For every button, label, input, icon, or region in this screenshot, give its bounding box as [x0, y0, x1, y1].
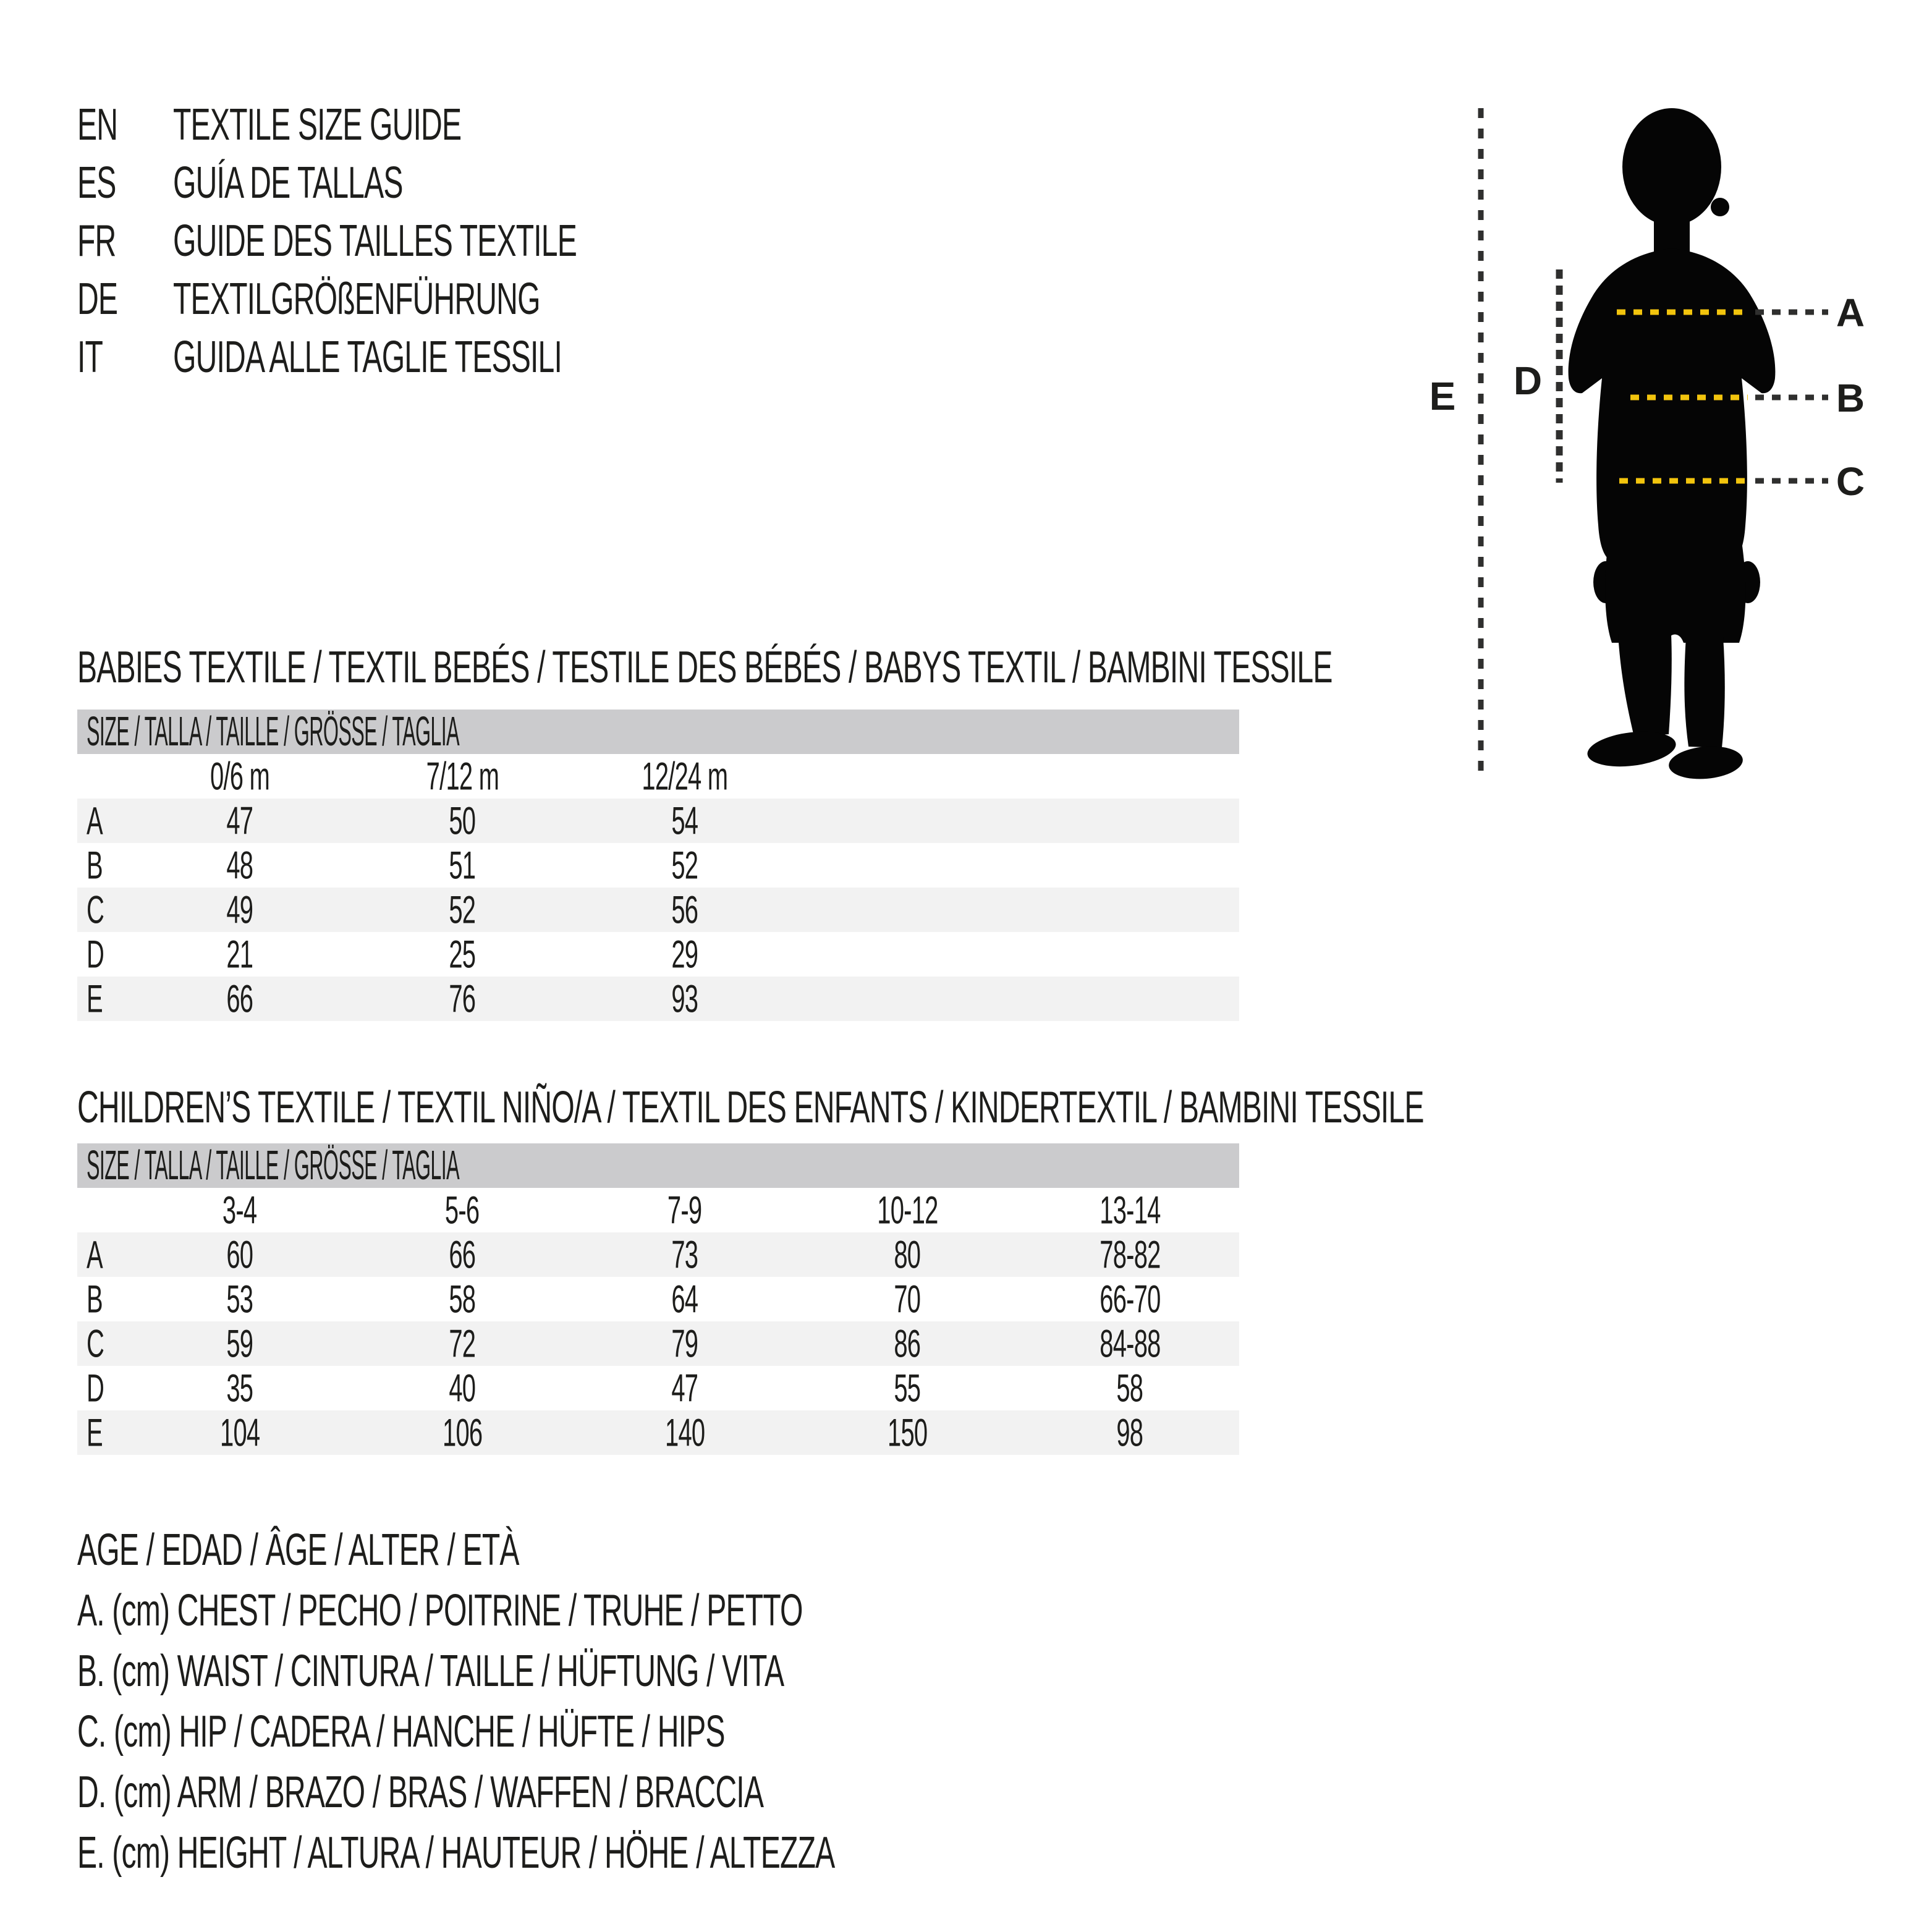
table-cell: 140 — [664, 1410, 705, 1455]
language-code: DE — [77, 273, 118, 323]
table-cell: 66-70 — [1099, 1277, 1161, 1321]
language-title: GUÍA DE TALLAS — [173, 156, 403, 207]
row-label: A — [87, 799, 103, 843]
children-row-A — [77, 1232, 1239, 1277]
children-section-title-text: CHILDREN’S TEXTILE / TEXTIL NIÑO/A / TEXTIL DES ENFANTS / KINDERTEXTIL / BAMBINI TESSILE — [77, 1081, 1424, 1132]
table-cell: 66 — [449, 1232, 476, 1277]
babies-section-title — [77, 641, 1536, 692]
table-cell: 55 — [894, 1366, 921, 1410]
language-title: GUIDE DES TAILLES TEXTILE — [173, 214, 577, 265]
row-label: C — [87, 888, 104, 932]
language-title: TEXTILGRÖßENFÜHRUNG — [173, 273, 540, 323]
children-row-E — [77, 1410, 1239, 1455]
table-cell: 78-82 — [1099, 1232, 1161, 1277]
table-cell: 106 — [442, 1410, 483, 1455]
legend-line-age: AGE / EDAD / ÂGE / ALTER / ETÀ — [77, 1523, 519, 1574]
table-cell: 40 — [449, 1366, 476, 1410]
language-code: EN — [77, 98, 118, 149]
table-cell: 72 — [449, 1321, 476, 1366]
table-cell: 56 — [671, 888, 698, 932]
row-label: E — [87, 1410, 103, 1455]
language-row-en — [77, 95, 642, 153]
row-label: A — [87, 1232, 103, 1277]
measurement-legend — [77, 1519, 958, 1882]
measure-label-E: E — [1429, 374, 1456, 418]
row-label: D — [87, 1366, 104, 1410]
table-cell: 29 — [671, 932, 698, 977]
table-cell: 58 — [1116, 1366, 1143, 1410]
children-section-title — [77, 1081, 1643, 1132]
table-cell: 70 — [894, 1277, 921, 1321]
table-cell: 48 — [226, 843, 253, 888]
size-header-text: SIZE / TALLA / TAILLE / GRÖSSE / TAGLIA — [87, 708, 459, 755]
column-header: 10-12 — [876, 1188, 938, 1232]
table-cell: 49 — [226, 888, 253, 932]
babies-section-title-text: BABIES TEXTILE / TEXTIL BEBÉS / TESTILE DES BÉBÉS / BABYS TEXTIL / BAMBINI TESSILE — [77, 641, 1332, 692]
legend-line-hip: C. (cm) HIP / CADERA / HANCHE / HÜFTE / HIPS — [77, 1705, 725, 1756]
legend-line-chest: A. (cm) CHEST / PECHO / POITRINE / TRUHE / PETTO — [77, 1584, 803, 1635]
table-cell: 58 — [449, 1277, 476, 1321]
language-row-es — [77, 153, 642, 211]
language-list — [77, 95, 642, 385]
babies-row-C — [77, 888, 1239, 932]
measure-label-D: D — [1513, 358, 1543, 403]
table-cell: 60 — [226, 1232, 253, 1277]
table-cell: 51 — [449, 843, 476, 888]
table-cell: 35 — [226, 1366, 253, 1410]
column-header: 5-6 — [445, 1188, 480, 1232]
column-header: 13-14 — [1099, 1188, 1161, 1232]
language-row-fr — [77, 211, 642, 269]
measure-label-C: C — [1836, 459, 1865, 504]
table-cell: 54 — [671, 799, 698, 843]
table-cell: 104 — [219, 1410, 260, 1455]
table-cell: 84-88 — [1099, 1321, 1161, 1366]
legend-line-height: E. (cm) HEIGHT / ALTURA / HAUTEUR / HÖHE / ALTEZZA — [77, 1826, 835, 1877]
table-cell: 25 — [449, 932, 476, 977]
legend-line-waist: B. (cm) WAIST / CINTURA / TAILLE / HÜFTUNG / VITA — [77, 1645, 784, 1695]
column-header: 12/24 m — [642, 754, 728, 799]
size-header-text: SIZE / TALLA / TAILLE / GRÖSSE / TAGLIA — [87, 1142, 459, 1189]
language-code: FR — [77, 214, 116, 265]
table-cell: 150 — [887, 1410, 928, 1455]
table-cell: 98 — [1116, 1410, 1143, 1455]
column-header: 7-9 — [667, 1188, 702, 1232]
table-cell: 79 — [671, 1321, 698, 1366]
language-title: TEXTILE SIZE GUIDE — [173, 98, 462, 149]
table-cell: 93 — [671, 977, 698, 1021]
measure-label-A: A — [1836, 290, 1865, 335]
row-label: E — [87, 977, 103, 1021]
table-cell: 59 — [226, 1321, 253, 1366]
babies-column-header-row — [77, 754, 1239, 799]
measurement-figure — [1391, 93, 1932, 810]
row-label: C — [87, 1321, 104, 1366]
children-size-header-bar — [77, 1143, 1239, 1188]
row-label: B — [87, 843, 103, 888]
table-cell: 21 — [226, 932, 253, 977]
children-column-header-row — [77, 1188, 1239, 1232]
babies-row-E — [77, 977, 1239, 1021]
table-cell: 76 — [449, 977, 476, 1021]
babies-row-A — [77, 799, 1239, 843]
table-cell: 80 — [894, 1232, 921, 1277]
language-row-de — [77, 269, 642, 327]
children-size-table — [77, 1143, 1239, 1455]
children-row-B — [77, 1277, 1239, 1321]
legend-line-arm: D. (cm) ARM / BRAZO / BRAS / WAFFEN / BRACCIA — [77, 1766, 764, 1816]
babies-row-B — [77, 843, 1239, 888]
measure-label-B: B — [1836, 376, 1865, 420]
table-cell: 64 — [671, 1277, 698, 1321]
table-cell: 52 — [449, 888, 476, 932]
table-cell: 53 — [226, 1277, 253, 1321]
language-code: IT — [77, 331, 103, 381]
babies-size-header-bar — [77, 710, 1239, 754]
column-header: 7/12 m — [426, 754, 499, 799]
table-cell: 66 — [226, 977, 253, 1021]
table-cell: 47 — [671, 1366, 698, 1410]
table-cell: 52 — [671, 843, 698, 888]
children-row-D — [77, 1366, 1239, 1410]
table-cell: 50 — [449, 799, 476, 843]
children-row-C — [77, 1321, 1239, 1366]
row-label: D — [87, 932, 104, 977]
column-header: 0/6 m — [210, 754, 270, 799]
column-header: 3-4 — [222, 1188, 257, 1232]
table-cell: 73 — [671, 1232, 698, 1277]
table-cell: 47 — [226, 799, 253, 843]
babies-row-D — [77, 932, 1239, 977]
language-row-it — [77, 327, 642, 385]
language-code: ES — [77, 156, 116, 207]
babies-size-table — [77, 710, 1239, 1021]
table-cell: 86 — [894, 1321, 921, 1366]
language-title: GUIDA ALLE TAGLIE TESSILI — [173, 331, 562, 381]
row-label: B — [87, 1277, 103, 1321]
child-silhouette-icon — [1569, 108, 1776, 782]
